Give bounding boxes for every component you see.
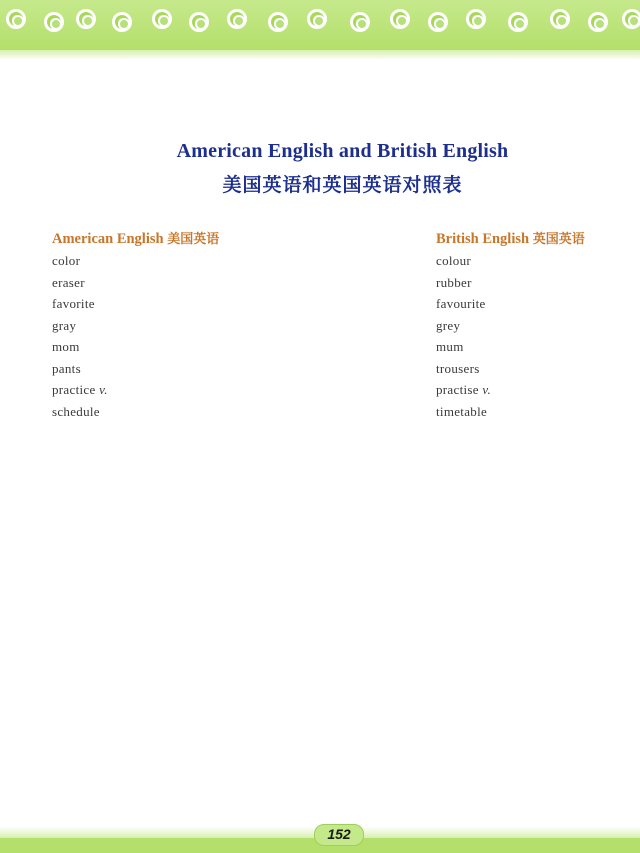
word-text: favourite	[436, 296, 486, 311]
binder-ring-icon	[307, 9, 327, 29]
american-english-column	[52, 228, 312, 422]
binder-ring-icon	[550, 9, 570, 29]
word-text: grey	[436, 317, 461, 333]
binder-ring-icon	[76, 9, 96, 29]
list-item	[436, 401, 636, 423]
word-text: timetable	[436, 403, 488, 419]
word-text: eraser	[52, 274, 85, 290]
part-of-speech: v.	[482, 382, 492, 397]
british-english-header-cn: 英国英语	[532, 232, 585, 247]
british-word-list	[436, 250, 636, 422]
binder-ring-icon	[227, 9, 247, 29]
word-text: trousers	[436, 360, 480, 376]
binder-ring-icon	[428, 12, 448, 32]
binder-ring-icon	[622, 9, 640, 29]
word-text: practice	[52, 382, 96, 397]
binder-ring-icon	[152, 9, 172, 29]
british-english-header	[436, 228, 636, 250]
word-text: pants	[52, 360, 81, 376]
british-english-column	[436, 228, 636, 422]
page-number: 152	[327, 826, 351, 842]
list-item	[52, 293, 312, 315]
word-text: colour	[436, 253, 472, 268]
list-item	[52, 315, 312, 337]
binder-ring-icon	[390, 9, 410, 29]
list-item	[436, 358, 636, 380]
binder-ring-icon	[350, 12, 370, 32]
list-item	[52, 401, 312, 423]
list-item	[52, 272, 312, 294]
binder-ring-icon	[189, 12, 209, 32]
page-title-english: American English and British English	[176, 140, 509, 162]
list-item	[52, 379, 312, 401]
binder-ring-icon	[112, 12, 132, 32]
american-english-header	[52, 228, 312, 250]
list-item	[436, 250, 636, 272]
word-text: practise	[436, 382, 479, 397]
binder-ring-icon	[44, 12, 64, 32]
binder-ring-icon	[6, 9, 26, 29]
list-item	[436, 379, 636, 401]
word-text: mum	[436, 339, 464, 354]
part-of-speech: v.	[99, 382, 108, 397]
binder-ring-icon	[588, 12, 608, 32]
word-text: gray	[52, 317, 77, 333]
word-text: rubber	[436, 274, 472, 290]
page-title-chinese: 美国英语和英国英语对照表	[222, 174, 463, 196]
american-word-list	[52, 250, 312, 422]
word-text: favorite	[52, 296, 95, 311]
list-item	[436, 336, 636, 358]
list-item	[436, 272, 636, 294]
binder-ring-icon	[268, 12, 288, 32]
word-text: color	[52, 253, 81, 268]
british-english-header-en: British English	[436, 231, 530, 247]
binder-ring-icon	[466, 9, 486, 29]
list-item	[52, 336, 312, 358]
top-band-fade	[0, 50, 640, 60]
list-item	[52, 358, 312, 380]
word-text: mom	[52, 339, 80, 354]
list-item	[436, 315, 636, 337]
list-item	[52, 250, 312, 272]
american-english-header-cn: 美国英语	[167, 232, 220, 247]
binder-ring-icon	[508, 12, 528, 32]
list-item	[436, 293, 636, 315]
american-english-header-en: American English	[52, 231, 164, 247]
word-text: schedule	[52, 403, 100, 419]
